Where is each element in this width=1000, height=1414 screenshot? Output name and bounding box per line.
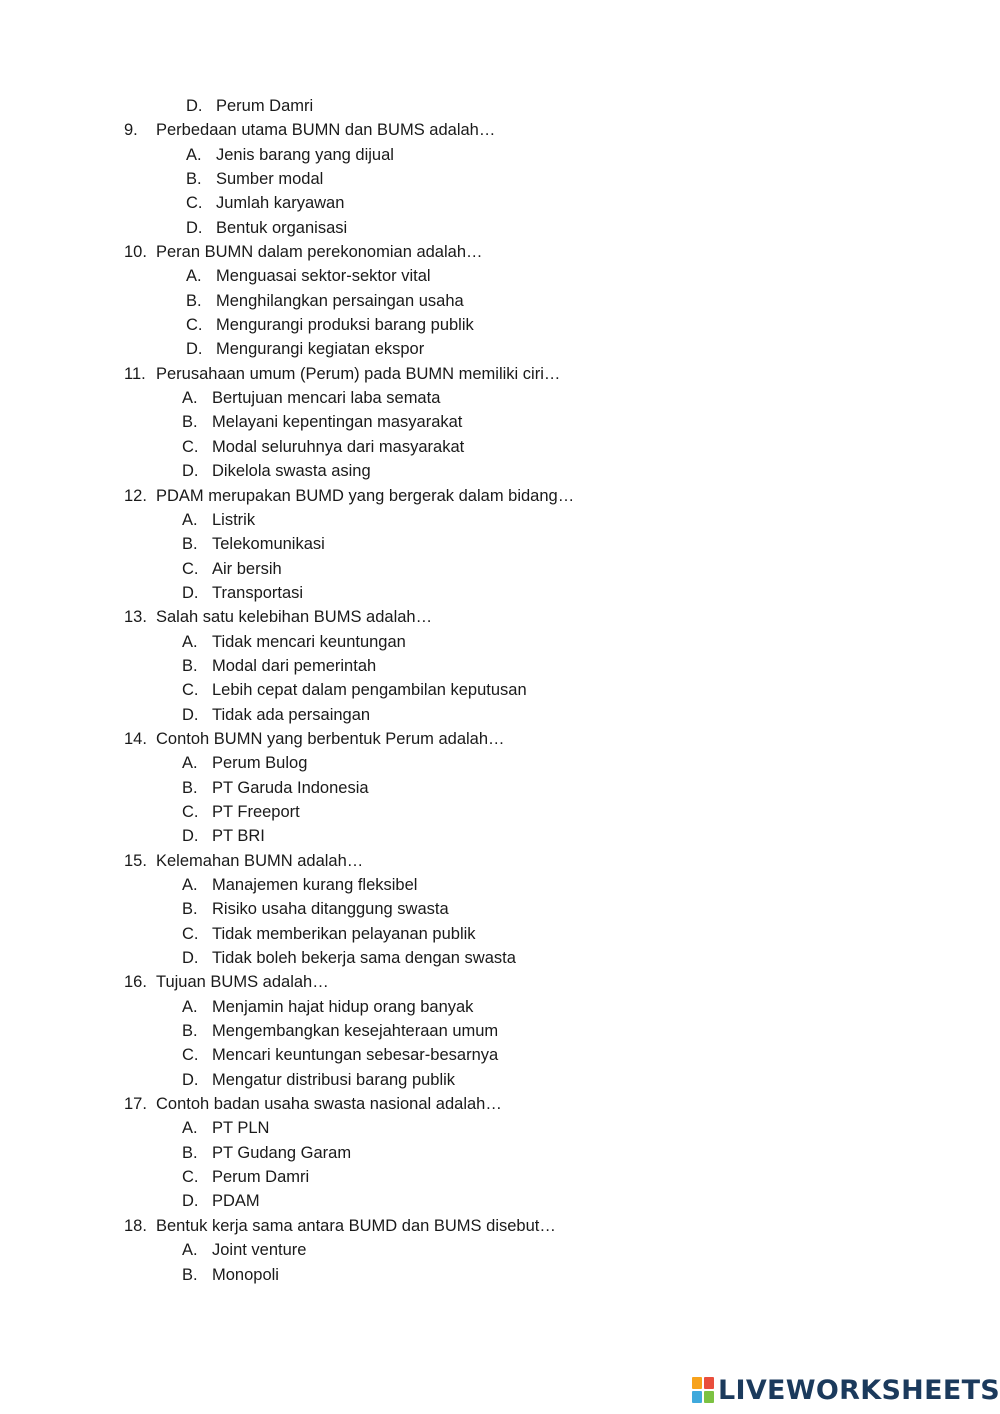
option-letter: A. bbox=[186, 145, 202, 164]
question-text: Peran BUMN dalam perekonomian adalah… bbox=[156, 243, 483, 262]
question-number: 15. bbox=[124, 851, 147, 870]
option-text: Manajemen kurang fleksibel bbox=[212, 876, 418, 894]
option-10-d[interactable] bbox=[0, 337, 1000, 361]
option-13-b[interactable] bbox=[0, 654, 1000, 678]
option-9-b[interactable] bbox=[0, 167, 1000, 191]
question-text: Contoh BUMN yang berbentuk Perum adalah… bbox=[156, 729, 505, 748]
option-text: PT PLN bbox=[212, 1119, 270, 1138]
logo-square-icon bbox=[692, 1377, 702, 1389]
option-letter: D. bbox=[182, 1070, 199, 1089]
option-16-b[interactable] bbox=[0, 1019, 1000, 1043]
question-11 bbox=[0, 362, 1000, 386]
question-number: 16. bbox=[124, 973, 147, 992]
option-text: Tidak memberikan pelayanan publik bbox=[212, 924, 476, 943]
question-number: 18. bbox=[124, 1216, 147, 1235]
option-letter: C. bbox=[182, 559, 199, 578]
question-17 bbox=[0, 1092, 1000, 1116]
option-text: PT Garuda Indonesia bbox=[212, 778, 369, 797]
option-letter: B. bbox=[182, 900, 198, 919]
option-9-c[interactable] bbox=[0, 191, 1000, 215]
option-18-b[interactable] bbox=[0, 1263, 1000, 1287]
option-text: Tidak boleh bekerja sama dengan swasta bbox=[212, 949, 516, 968]
question-number: 9. bbox=[124, 121, 138, 140]
option-text: Air bersih bbox=[212, 559, 282, 578]
question-10 bbox=[0, 240, 1000, 264]
option-letter: D. bbox=[182, 949, 199, 968]
option-letter: A. bbox=[182, 1119, 198, 1138]
option-text: PT Gudang Garam bbox=[212, 1143, 352, 1162]
option-text: PT Freeport bbox=[212, 802, 300, 821]
option-text: Risiko usaha ditanggung swasta bbox=[212, 900, 449, 919]
option-text: Perum Damri bbox=[216, 97, 314, 115]
option-letter: D. bbox=[182, 705, 199, 724]
option-letter: B. bbox=[182, 656, 198, 675]
question-9 bbox=[0, 118, 1000, 142]
option-letter: B. bbox=[182, 778, 198, 797]
option-11-d[interactable] bbox=[0, 459, 1000, 483]
option-17-c[interactable] bbox=[0, 1165, 1000, 1189]
option-letter: B. bbox=[182, 1143, 198, 1162]
option-text: Menjamin hajat hidup orang banyak bbox=[212, 997, 474, 1016]
question-14 bbox=[0, 727, 1000, 751]
question-text: Kelemahan BUMN adalah… bbox=[156, 851, 364, 870]
option-letter: D. bbox=[182, 462, 199, 481]
option-10-c[interactable] bbox=[0, 313, 1000, 337]
option-letter: A. bbox=[182, 997, 198, 1016]
option-text: Bentuk organisasi bbox=[216, 218, 348, 237]
option-text: Jenis barang yang dijual bbox=[216, 145, 394, 164]
option-text: Joint venture bbox=[212, 1241, 307, 1260]
option-text: Perum Damri bbox=[212, 1168, 310, 1187]
option-text: Tidak mencari keuntungan bbox=[212, 632, 406, 651]
option-14-c[interactable] bbox=[0, 800, 1000, 824]
option-letter: B. bbox=[186, 291, 202, 310]
question-number: 11. bbox=[124, 364, 146, 383]
option-text: Modal dari pemerintah bbox=[212, 656, 377, 675]
option-text: Melayani kepentingan masyarakat bbox=[212, 413, 463, 432]
option-14-a[interactable] bbox=[0, 751, 1000, 775]
option-letter: B. bbox=[182, 413, 198, 432]
question-number: 17. bbox=[124, 1095, 147, 1114]
option-letter: A. bbox=[182, 876, 198, 894]
option-11-a[interactable] bbox=[0, 386, 1000, 410]
option-15-c[interactable] bbox=[0, 922, 1000, 946]
option-letter: C. bbox=[186, 194, 203, 213]
question-text: Perusahaan umum (Perum) pada BUMN memiliki ciri… bbox=[156, 364, 561, 383]
question-number: 12. bbox=[124, 486, 147, 505]
question-number: 10. bbox=[124, 243, 147, 262]
option-12-c[interactable] bbox=[0, 557, 1000, 581]
question-13 bbox=[0, 605, 1000, 629]
option-letter: D. bbox=[186, 97, 203, 115]
option-letter: D. bbox=[182, 583, 199, 602]
question-text: Perbedaan utama BUMN dan BUMS adalah… bbox=[156, 121, 496, 140]
option-15-b[interactable] bbox=[0, 897, 1000, 921]
question-12 bbox=[0, 484, 1000, 508]
option-letter: C. bbox=[182, 1046, 199, 1065]
option-16-c[interactable] bbox=[0, 1043, 1000, 1067]
option-letter: D. bbox=[182, 827, 199, 846]
worksheet bbox=[0, 94, 1000, 1287]
option-letter: B. bbox=[186, 170, 202, 189]
option-text: Mencari keuntungan sebesar-besarnya bbox=[212, 1046, 499, 1065]
option-text: Bertujuan mencari laba semata bbox=[212, 389, 441, 408]
logo-square-icon bbox=[692, 1391, 702, 1403]
option-text: Mengurangi kegiatan ekspor bbox=[216, 340, 425, 359]
option-text: Modal seluruhnya dari masyarakat bbox=[212, 437, 465, 456]
option-14-d[interactable] bbox=[0, 824, 1000, 848]
question-16 bbox=[0, 970, 1000, 994]
question-number: 13. bbox=[124, 608, 147, 627]
option-15-d[interactable] bbox=[0, 946, 1000, 970]
option-14-b[interactable] bbox=[0, 776, 1000, 800]
option-text: Lebih cepat dalam pengambilan keputusan bbox=[212, 681, 527, 700]
option-letter: C. bbox=[182, 1168, 199, 1187]
logo-square-icon bbox=[704, 1377, 714, 1389]
option-text: Menguasai sektor-sektor vital bbox=[216, 267, 431, 286]
option-9-a[interactable] bbox=[0, 143, 1000, 167]
question-18 bbox=[0, 1214, 1000, 1238]
option-13-c[interactable] bbox=[0, 678, 1000, 702]
option-letter: A. bbox=[182, 1241, 198, 1260]
option-text: Transportasi bbox=[212, 583, 304, 602]
option-12-a[interactable] bbox=[0, 508, 1000, 532]
option-text: Perum Bulog bbox=[212, 754, 308, 773]
option-letter: A. bbox=[182, 632, 198, 651]
option-12-d[interactable] bbox=[0, 581, 1000, 605]
liveworksheets-logo bbox=[692, 1373, 1000, 1407]
option-text: PDAM bbox=[212, 1192, 260, 1211]
option-10-b[interactable] bbox=[0, 289, 1000, 313]
option-letter: C. bbox=[182, 924, 199, 943]
option-text: Telekomunikasi bbox=[212, 535, 325, 554]
option-text: Mengurangi produksi barang publik bbox=[216, 316, 474, 335]
option-9-d[interactable] bbox=[0, 216, 1000, 240]
option-12-b[interactable] bbox=[0, 532, 1000, 556]
question-number: 14. bbox=[124, 729, 147, 748]
option-17-d[interactable] bbox=[0, 1189, 1000, 1213]
option-text: Menghilangkan persaingan usaha bbox=[216, 291, 464, 310]
option-13-a[interactable] bbox=[0, 630, 1000, 654]
logo-square-icon bbox=[704, 1391, 714, 1403]
question-15 bbox=[0, 849, 1000, 873]
option-text: Dikelola swasta asing bbox=[212, 462, 371, 481]
option-16-d[interactable] bbox=[0, 1068, 1000, 1092]
question-text: Bentuk kerja sama antara BUMD dan BUMS disebut… bbox=[156, 1216, 556, 1235]
option-18-a[interactable] bbox=[0, 1238, 1000, 1262]
option-letter: C. bbox=[186, 316, 203, 335]
option-carryover-d bbox=[0, 94, 1000, 118]
question-text: Tujuan BUMS adalah… bbox=[156, 973, 329, 992]
option-letter: A. bbox=[182, 510, 198, 529]
option-text: Monopoli bbox=[212, 1265, 279, 1284]
option-11-b[interactable] bbox=[0, 410, 1000, 434]
option-text: Sumber modal bbox=[216, 170, 324, 189]
option-17-a[interactable] bbox=[0, 1116, 1000, 1140]
option-letter: D. bbox=[182, 1192, 199, 1211]
liveworksheets-wordmark: LIVEWORKSHEETS bbox=[718, 1374, 1000, 1406]
option-letter: C. bbox=[182, 437, 199, 456]
option-13-d[interactable] bbox=[0, 703, 1000, 727]
question-text: Contoh badan usaha swasta nasional adalah… bbox=[156, 1095, 502, 1114]
option-17-b[interactable] bbox=[0, 1141, 1000, 1165]
option-11-c[interactable] bbox=[0, 435, 1000, 459]
option-letter: A. bbox=[182, 389, 198, 408]
option-text: Listrik bbox=[212, 510, 256, 529]
question-text: Salah satu kelebihan BUMS adalah… bbox=[156, 608, 433, 627]
option-letter: D. bbox=[186, 218, 203, 237]
option-letter: C. bbox=[182, 681, 199, 700]
option-letter: C. bbox=[182, 802, 199, 821]
option-letter: A. bbox=[182, 754, 198, 773]
option-15-a[interactable] bbox=[0, 873, 1000, 897]
option-16-a[interactable] bbox=[0, 995, 1000, 1019]
liveworksheets-logo-icon bbox=[692, 1377, 714, 1403]
option-text: Jumlah karyawan bbox=[216, 194, 345, 213]
option-10-a[interactable] bbox=[0, 264, 1000, 288]
option-letter: B. bbox=[182, 535, 198, 554]
question-text: PDAM merupakan BUMD yang bergerak dalam bidang… bbox=[156, 486, 575, 505]
option-letter: B. bbox=[182, 1022, 198, 1041]
option-letter: A. bbox=[186, 267, 202, 286]
option-text: Tidak ada persaingan bbox=[212, 705, 371, 724]
option-text: Mengembangkan kesejahteraan umum bbox=[212, 1022, 499, 1041]
option-text: PT BRI bbox=[212, 827, 265, 846]
option-letter: B. bbox=[182, 1265, 198, 1284]
option-text: Mengatur distribusi barang publik bbox=[212, 1070, 456, 1089]
option-letter: D. bbox=[186, 340, 203, 359]
